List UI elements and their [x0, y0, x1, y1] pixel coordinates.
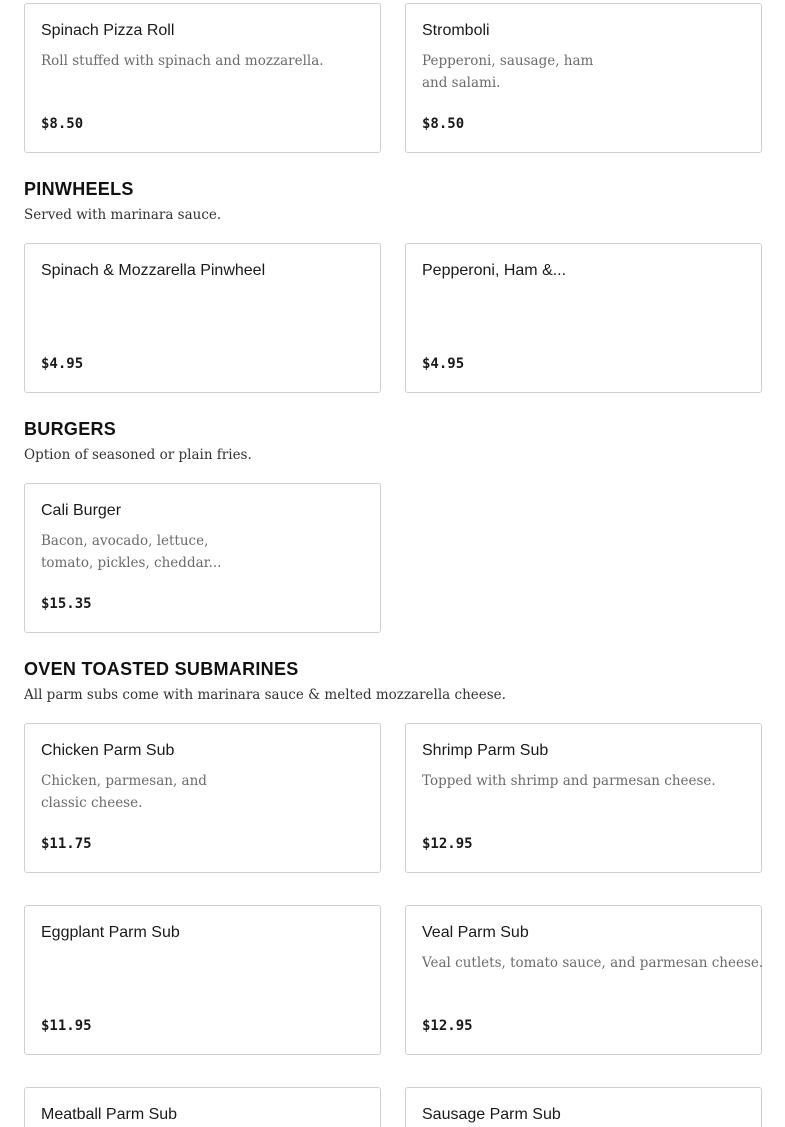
menu-item-name: Veal Parm Sub	[422, 924, 529, 941]
menu-item-card-sausage-parm-sub[interactable]	[405, 1087, 762, 1127]
menu-item-card-meatball-parm-sub[interactable]	[24, 1087, 381, 1127]
menu-item-name: Cali Burger	[41, 502, 122, 519]
section-title-burgers: BURGERS	[24, 419, 117, 439]
menu-item-card-pepperoni-ham[interactable]	[405, 243, 762, 393]
menu-item-name: Meatball Parm Sub	[41, 1106, 178, 1123]
menu-item-price: $4.95	[422, 356, 465, 372]
menu-item-name: Sausage Parm Sub	[422, 1106, 561, 1123]
menu-item-price: $11.95	[41, 1018, 92, 1034]
menu-item-name: Eggplant Parm Sub	[41, 924, 180, 941]
menu-item-price: $15.35	[41, 596, 92, 612]
menu-item-card-spinach-mozzarella-pinwheel[interactable]	[24, 243, 381, 393]
menu-item-price: $4.95	[41, 356, 84, 372]
menu-item-card-stromboli[interactable]	[405, 3, 762, 153]
menu-item-card-veal-parm-sub[interactable]	[405, 905, 762, 1055]
menu-item-description: Pepperoni, sausage, ham and salami.	[422, 53, 594, 91]
menu-item-name: Pepperoni, Ham &...	[422, 262, 567, 279]
menu-item-description: Bacon, avocado, lettuce, tomato, pickles, cheddar...	[41, 533, 222, 571]
menu-item-price: $12.95	[422, 1018, 473, 1034]
section-subtitle-burgers: Option of seasoned or plain fries.	[24, 447, 252, 463]
menu-item-description: Chicken, parmesan, and classic cheese.	[41, 773, 207, 811]
menu-item-price: $8.50	[422, 116, 465, 132]
menu-item-name: Spinach & Mozzarella Pinwheel	[41, 262, 266, 279]
menu-item-card-cali-burger[interactable]	[24, 483, 381, 633]
menu-item-description: Veal cutlets, tomato sauce, and parmesan cheese.	[422, 955, 764, 971]
menu-item-card-eggplant-parm-sub[interactable]	[24, 905, 381, 1055]
menu-item-price: $12.95	[422, 836, 473, 852]
menu-item-description: Roll stuffed with spinach and mozzarella.	[41, 53, 324, 69]
menu-item-price: $11.75	[41, 836, 92, 852]
menu-item-name: Chicken Parm Sub	[41, 742, 175, 759]
menu-item-name: Shrimp Parm Sub	[422, 742, 549, 759]
section-title-pinwheels: PINWHEELS	[24, 179, 134, 199]
menu-item-card-shrimp-parm-sub[interactable]	[405, 723, 762, 873]
menu-item-description: Topped with shrimp and parmesan cheese.	[422, 773, 716, 789]
section-subtitle-oven-toasted-submarines: All parm subs come with marinara sauce & melted mozzarella cheese.	[24, 687, 506, 703]
section-subtitle-pinwheels: Served with marinara sauce.	[24, 207, 222, 223]
menu-item-card-spinach-pizza-roll[interactable]	[24, 3, 381, 153]
section-title-oven-toasted-submarines: OVEN TOASTED SUBMARINES	[24, 659, 299, 679]
menu-item-name: Stromboli	[422, 22, 490, 39]
menu-item-name: Spinach Pizza Roll	[41, 22, 175, 39]
menu-item-card-chicken-parm-sub[interactable]	[24, 723, 381, 873]
menu-item-price: $8.50	[41, 116, 84, 132]
